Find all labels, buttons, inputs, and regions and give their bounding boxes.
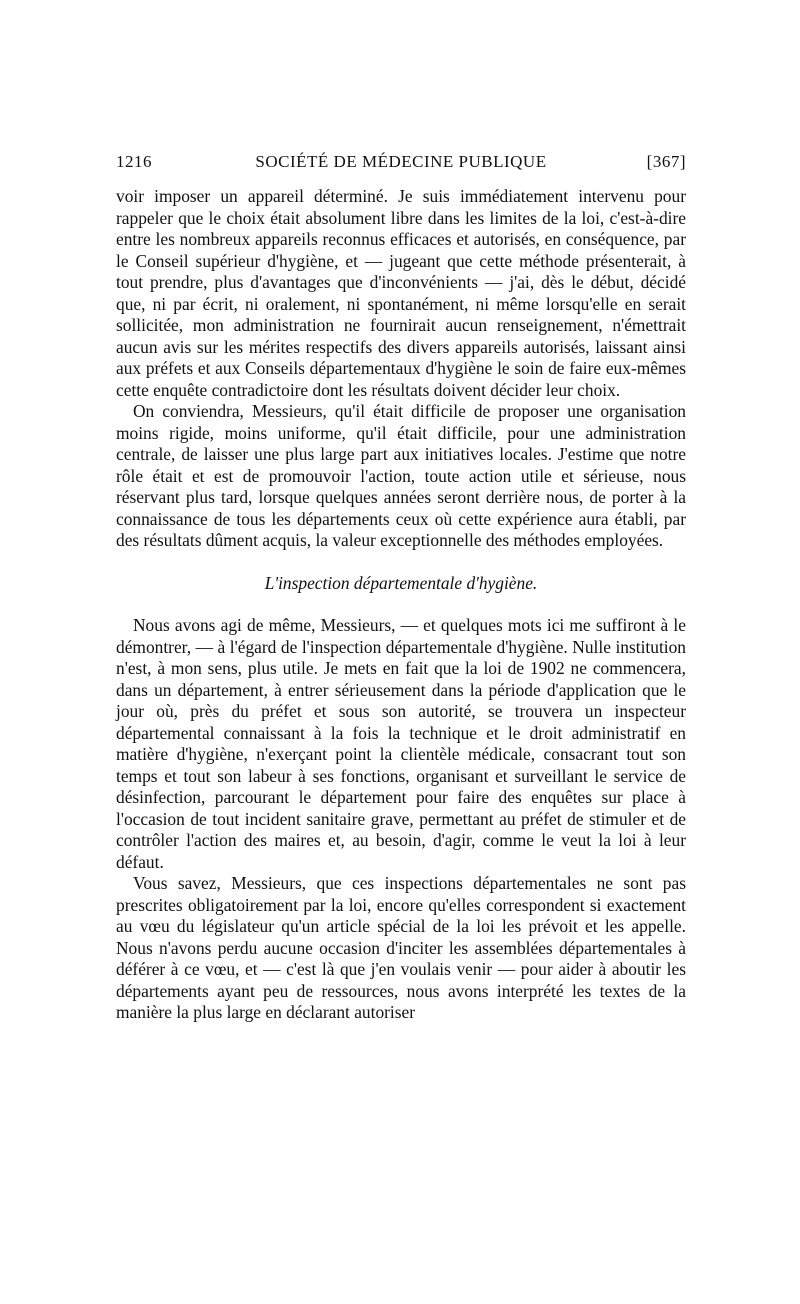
body-text <box>116 186 686 1024</box>
document-page <box>116 150 686 1024</box>
page-reference: [367] <box>646 152 686 171</box>
paragraph: On conviendra, Messieurs, qu'il était difficile de proposer une organisation moins rigide, moins uniforme, qu'il était difficile, pour une administration centrale, de laisser une plus large part aux initiatives locales. J'estime que notre rôle était et est de promouvoir l'action, toute action utile et sérieuse, nous réservant plus tard, lorsque quelques années seront derrière nous, de porter à la connaissance de tous les départements ceux où cette expérience aura établi, par des résultats dûment acquis, la valeur exceptionnelle des méthodes employées. <box>116 401 686 550</box>
paragraph: voir imposer un appareil déterminé. Je suis immédiatement intervenu pour rappeler que le choix était absolument libre dans les limites de la loi, c'est-à-dire entre les nombreux appareils reconnus efficaces et autorisés, en conséquence, par le Conseil supérieur d'hygiène, et — jugeant que cette méthode présenterait, à tout prendre, plus d'avantages que d'inconvénients — j'ai, dès le début, décidé que, ni par écrit, ni oralement, ni spontanément, ni même lorsqu'elle en serait sollicitée, mon administration ne fournirait aucun renseignement, n'émettrait aucun avis sur les mérites respectifs des divers appareils autorisés, laissant ainsi aux préfets et aux Conseils départementaux d'hygiène le soin de faire eux-mêmes cette enquête contradictoire dont les résultats doivent décider leur choix. <box>116 186 686 400</box>
page-number: 1216 <box>116 152 152 171</box>
running-header <box>116 150 686 174</box>
paragraph: Vous savez, Messieurs, que ces inspections départementales ne sont pas prescrites obligatoirement par la loi, encore qu'elles correspondent si exactement au vœu du législateur qu'un article spécial de la loi les prévoit et les appelle. Nous n'avons perdu aucune occasion d'inciter les assemblées départementales à déférer à ce vœu, et — c'est là que j'en voulais venir — pour aider à aboutir les départements ayant peu de ressources, nous avons interprété les textes de la manière la plus large en déclarant autoriser <box>116 873 686 1022</box>
section-heading: L'inspection départementale d'hygiène. <box>264 572 538 593</box>
running-title: SOCIÉTÉ DE MÉDECINE PUBLIQUE <box>255 152 547 171</box>
paragraph: Nous avons agi de même, Messieurs, — et quelques mots ici me suffiront à le démontrer, — à l'égard de l'inspection départementale d'hygiène. Nulle institution n'est, à mon sens, plus utile. Je mets en fait que la loi de 1902 ne commencera, dans un département, à entrer sérieusement dans la période d'application que le jour où, près du préfet et sous son autorité, se trouvera un inspecteur départemental connaissant à la fois la technique et le droit administratif en matière d'hygiène, n'exerçant point la clientèle médicale, consacrant tout son temps et tout son labeur à ses fonctions, organisant et surveillant le service de désinfection, parcourant le département pour faire des enquêtes sur place à l'occasion de tout incident sanitaire grave, permettant au préfet de stimuler et de contrôler l'action des maires et, au besoin, d'agir, comme le veut la loi à leur défaut. <box>116 615 686 872</box>
